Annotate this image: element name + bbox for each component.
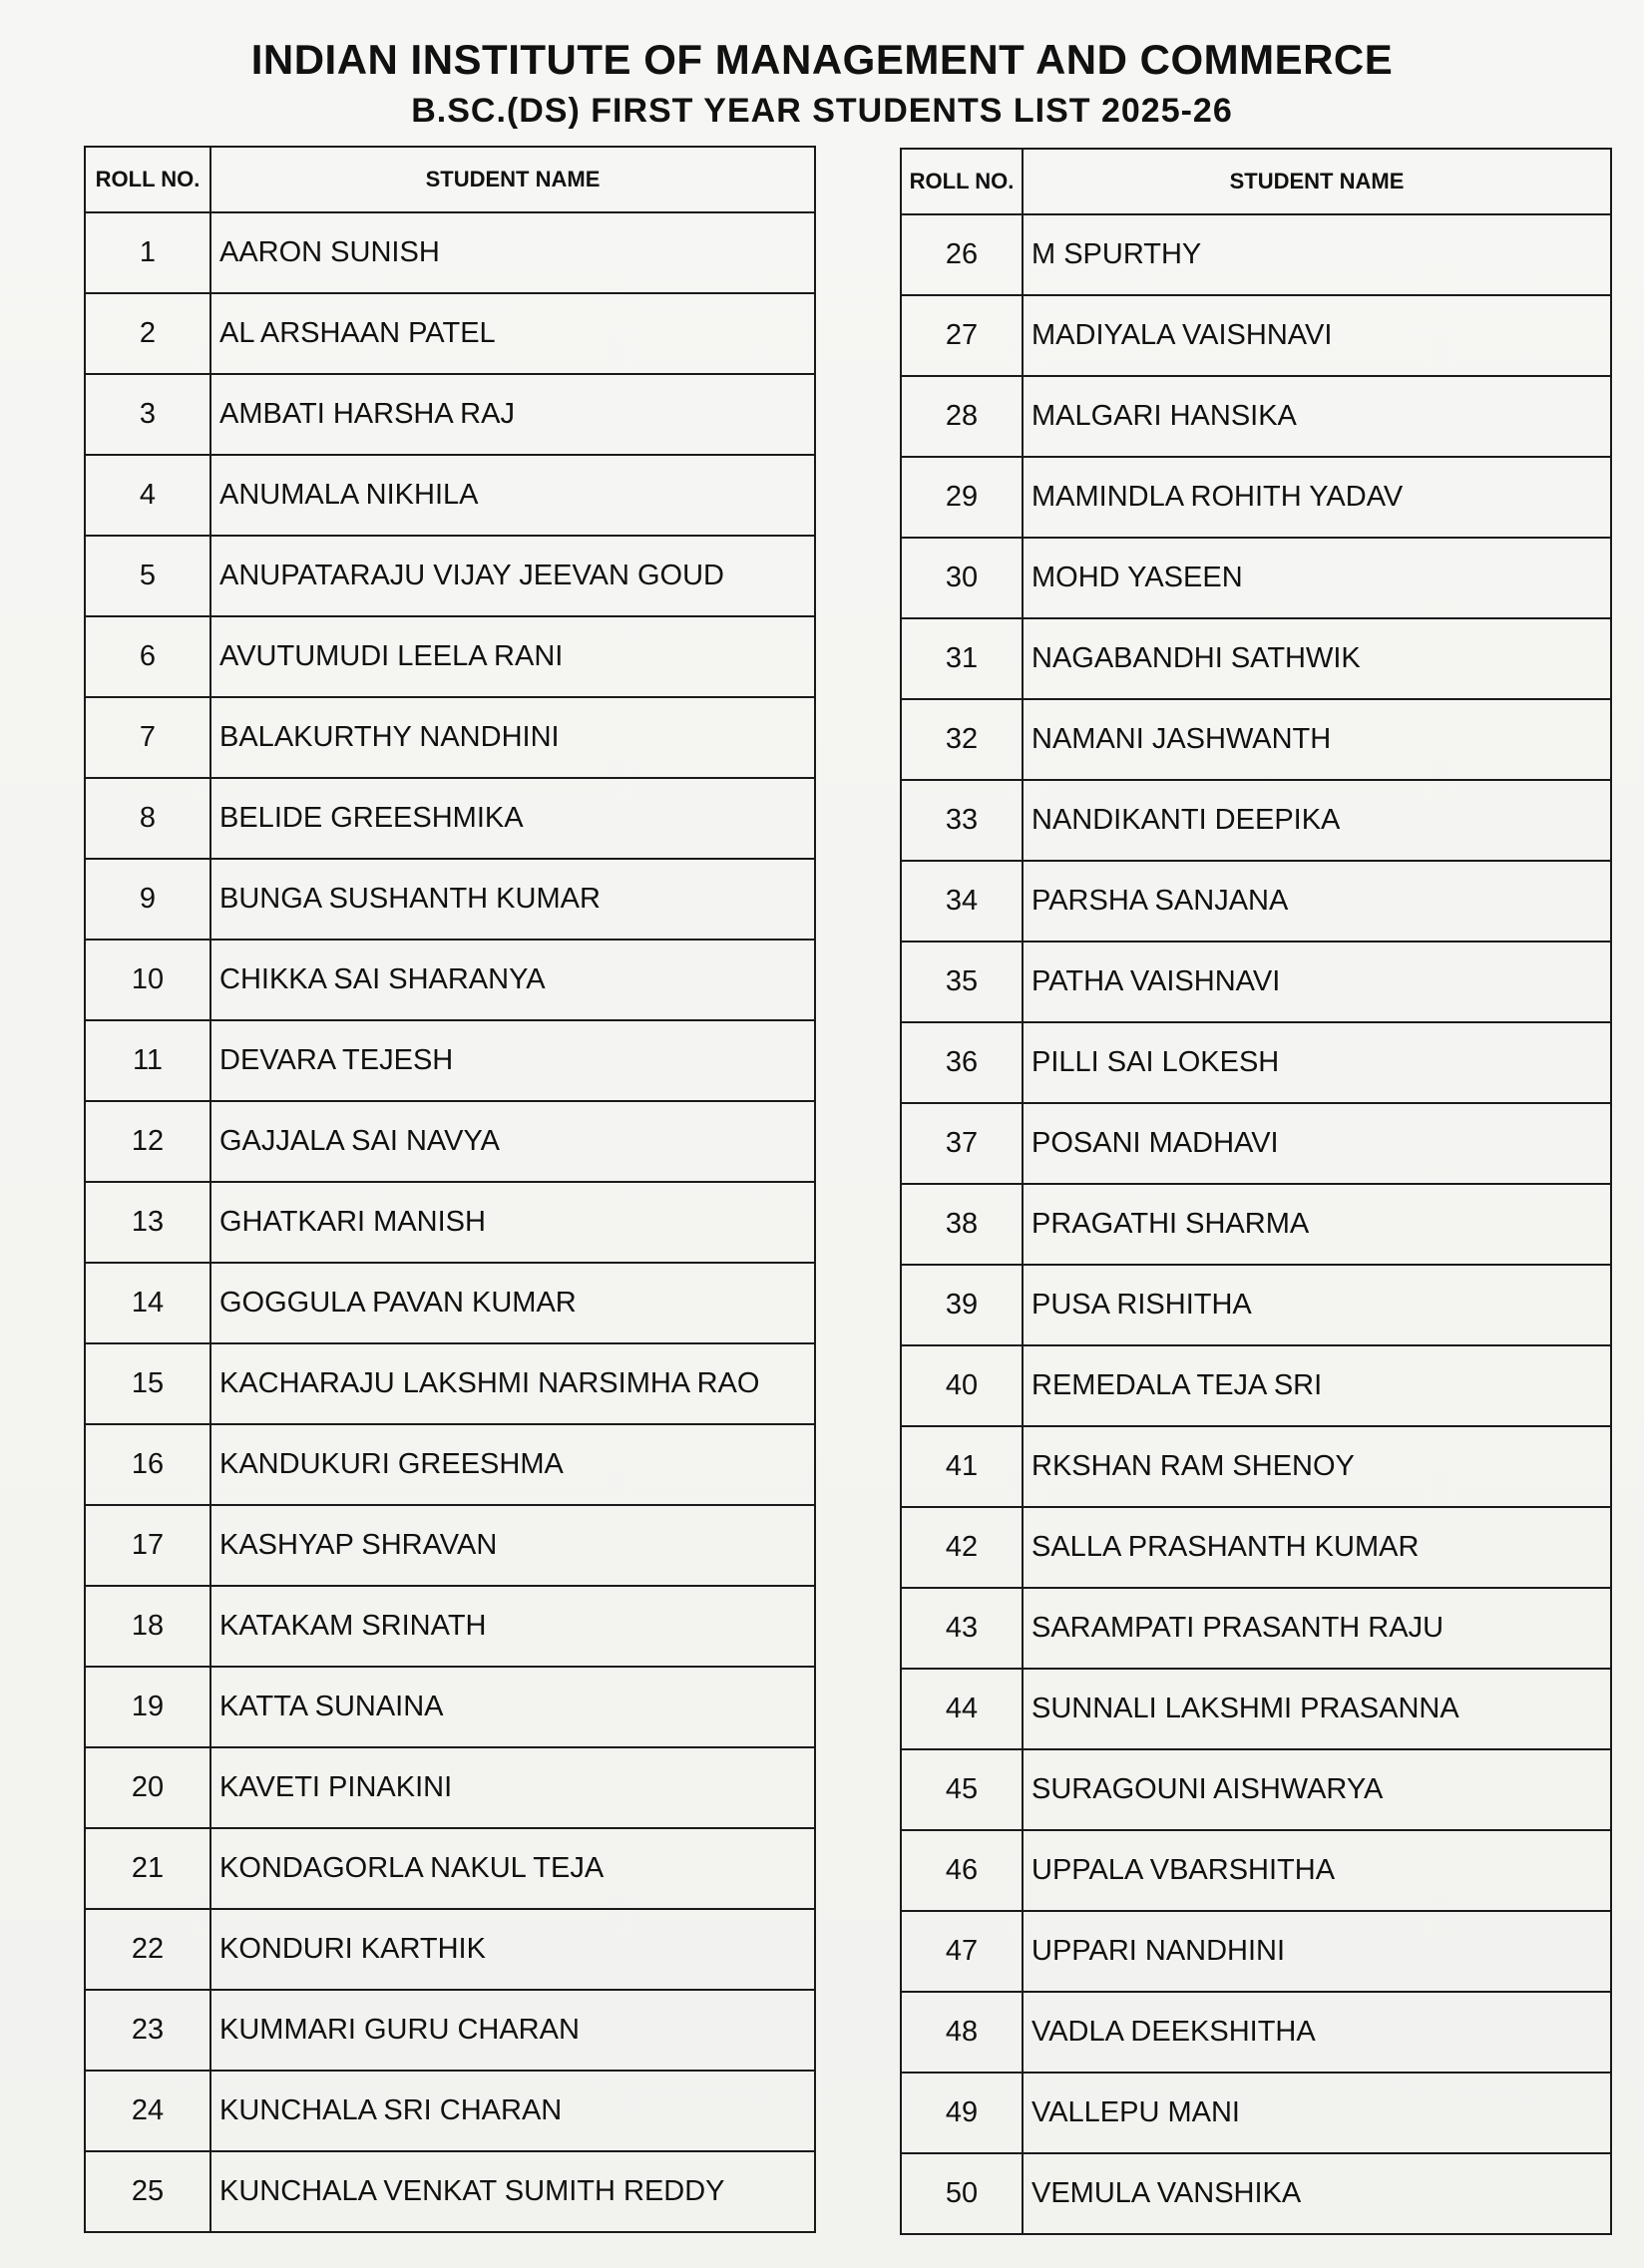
roll-number-cell: 33: [901, 780, 1023, 861]
roll-number-cell: 6: [85, 616, 210, 697]
student-name-cell: DEVARA TEJESH: [210, 1020, 815, 1101]
table-row: [85, 2151, 815, 2232]
table-row: [901, 1103, 1611, 1184]
student-name-cell: VADLA DEEKSHITHA: [1023, 1992, 1611, 2073]
roll-number-cell: 38: [901, 1184, 1023, 1265]
table-row: [85, 536, 815, 616]
roll-number-cell: 11: [85, 1020, 210, 1101]
table-row: [85, 1909, 815, 1990]
student-name-cell: BUNGA SUSHANTH KUMAR: [210, 859, 815, 940]
roll-number-cell: 41: [901, 1426, 1023, 1507]
roll-number-cell: 47: [901, 1911, 1023, 1992]
roll-number-cell: 16: [85, 1424, 210, 1505]
student-name-cell: NANDIKANTI DEEPIKA: [1023, 780, 1611, 861]
student-name-cell: GOGGULA PAVAN KUMAR: [210, 1263, 815, 1343]
student-name-cell: KUNCHALA VENKAT SUMITH REDDY: [210, 2151, 815, 2232]
roll-number-cell: 28: [901, 376, 1023, 457]
roll-number-cell: 9: [85, 859, 210, 940]
table-row: [85, 1990, 815, 2071]
table-row: [85, 1182, 815, 1263]
table-row: [901, 1426, 1611, 1507]
table-row: [901, 376, 1611, 457]
roll-number-cell: 48: [901, 1992, 1023, 2073]
table-row: [85, 859, 815, 940]
roll-number-cell: 13: [85, 1182, 210, 1263]
student-name-cell: PUSA RISHITHA: [1023, 1265, 1611, 1345]
roll-no-header: ROLL NO.: [901, 149, 1023, 214]
table-row: [85, 616, 815, 697]
student-name-cell: KONDAGORLA NAKUL TEJA: [210, 1828, 815, 1909]
roll-number-cell: 18: [85, 1586, 210, 1667]
student-name-cell: BELIDE GREESHMIKA: [210, 778, 815, 859]
table-row: [901, 1830, 1611, 1911]
student-name-cell: BALAKURTHY NANDHINI: [210, 697, 815, 778]
student-name-cell: GHATKARI MANISH: [210, 1182, 815, 1263]
roll-number-cell: 24: [85, 2071, 210, 2151]
table-header-row: [85, 147, 815, 212]
roll-number-cell: 22: [85, 1909, 210, 1990]
roll-number-cell: 40: [901, 1345, 1023, 1426]
table-row: [901, 1507, 1611, 1588]
roll-number-cell: 32: [901, 699, 1023, 780]
roll-number-cell: 29: [901, 457, 1023, 538]
table-row: [901, 1588, 1611, 1669]
roll-number-cell: 31: [901, 618, 1023, 699]
roll-number-cell: 12: [85, 1101, 210, 1182]
roll-number-cell: 3: [85, 374, 210, 455]
roll-number-cell: 8: [85, 778, 210, 859]
roll-number-cell: 19: [85, 1667, 210, 1747]
student-name-cell: VEMULA VANSHIKA: [1023, 2153, 1611, 2234]
table-row: [85, 1505, 815, 1586]
roll-number-cell: 50: [901, 2153, 1023, 2234]
table-row: [901, 1345, 1611, 1426]
roll-number-cell: 35: [901, 942, 1023, 1022]
student-name-cell: AL ARSHAAN PATEL: [210, 293, 815, 374]
student-name-cell: MAMINDLA ROHITH YADAV: [1023, 457, 1611, 538]
roll-number-cell: 30: [901, 538, 1023, 618]
table-row: [901, 1992, 1611, 2073]
table-row: [85, 1747, 815, 1828]
student-name-cell: PILLI SAI LOKESH: [1023, 1022, 1611, 1103]
table-row: [901, 618, 1611, 699]
table-row: [901, 1749, 1611, 1830]
roll-number-cell: 21: [85, 1828, 210, 1909]
table-row: [85, 1020, 815, 1101]
table-row: [901, 295, 1611, 376]
page-title: INDIAN INSTITUTE OF MANAGEMENT AND COMMERCE: [250, 36, 1394, 83]
student-name-cell: SURAGOUNI AISHWARYA: [1023, 1749, 1611, 1830]
table-row: [901, 2073, 1611, 2153]
roll-number-cell: 1: [85, 212, 210, 293]
student-name-cell: NAMANI JASHWANTH: [1023, 699, 1611, 780]
roll-number-cell: 39: [901, 1265, 1023, 1345]
student-table-right: [900, 148, 1612, 2235]
roll-number-cell: 7: [85, 697, 210, 778]
student-name-cell: GAJJALA SAI NAVYA: [210, 1101, 815, 1182]
table-row: [85, 1586, 815, 1667]
roll-number-cell: 26: [901, 214, 1023, 295]
table-row: [85, 1101, 815, 1182]
roll-number-cell: 46: [901, 1830, 1023, 1911]
student-name-cell: KASHYAP SHRAVAN: [210, 1505, 815, 1586]
table-row: [85, 2071, 815, 2151]
table-row: [85, 455, 815, 536]
roll-number-cell: 20: [85, 1747, 210, 1828]
student-name-cell: MADIYALA VAISHNAVI: [1023, 295, 1611, 376]
table-row: [85, 374, 815, 455]
roll-number-cell: 27: [901, 295, 1023, 376]
student-name-cell: PARSHA SANJANA: [1023, 861, 1611, 942]
table-row: [85, 1424, 815, 1505]
student-name-cell: PRAGATHI SHARMA: [1023, 1184, 1611, 1265]
student-name-cell: UPPALA VBARSHITHA: [1023, 1830, 1611, 1911]
student-name-cell: POSANI MADHAVI: [1023, 1103, 1611, 1184]
student-name-cell: AVUTUMUDI LEELA RANI: [210, 616, 815, 697]
student-name-cell: SARAMPATI PRASANTH RAJU: [1023, 1588, 1611, 1669]
table-row: [901, 1911, 1611, 1992]
student-name-cell: ANUPATARAJU VIJAY JEEVAN GOUD: [210, 536, 815, 616]
table-row: [85, 1828, 815, 1909]
table-row: [901, 1022, 1611, 1103]
table-row: [901, 861, 1611, 942]
table-header-row: [901, 149, 1611, 214]
table-row: [901, 538, 1611, 618]
table-row: [85, 940, 815, 1020]
roll-number-cell: 4: [85, 455, 210, 536]
student-name-cell: M SPURTHY: [1023, 214, 1611, 295]
student-name-cell: KATTA SUNAINA: [210, 1667, 815, 1747]
roll-number-cell: 2: [85, 293, 210, 374]
table-row: [901, 1265, 1611, 1345]
roll-number-cell: 23: [85, 1990, 210, 2071]
roll-no-header: ROLL NO.: [85, 147, 210, 212]
roll-number-cell: 43: [901, 1588, 1023, 1669]
student-name-cell: UPPARI NANDHINI: [1023, 1911, 1611, 1992]
student-name-cell: KACHARAJU LAKSHMI NARSIMHA RAO: [210, 1343, 815, 1424]
table-row: [901, 1669, 1611, 1749]
table-row: [85, 212, 815, 293]
student-name-cell: KATAKAM SRINATH: [210, 1586, 815, 1667]
student-name-cell: NAGABANDHI SATHWIK: [1023, 618, 1611, 699]
student-table-left: [84, 146, 816, 2233]
table-row: [85, 697, 815, 778]
student-name-cell: PATHA VAISHNAVI: [1023, 942, 1611, 1022]
table-row: [901, 457, 1611, 538]
table-row: [901, 699, 1611, 780]
table-row: [901, 2153, 1611, 2234]
roll-number-cell: 25: [85, 2151, 210, 2232]
roll-number-cell: 14: [85, 1263, 210, 1343]
roll-number-cell: 10: [85, 940, 210, 1020]
roll-number-cell: 17: [85, 1505, 210, 1586]
table-row: [85, 1343, 815, 1424]
roll-number-cell: 49: [901, 2073, 1023, 2153]
table-row: [901, 1184, 1611, 1265]
table-row: [901, 780, 1611, 861]
student-name-header: STUDENT NAME: [210, 147, 815, 212]
student-name-cell: MALGARI HANSIKA: [1023, 376, 1611, 457]
table-row: [85, 1263, 815, 1343]
roll-number-cell: 42: [901, 1507, 1023, 1588]
student-name-cell: AARON SUNISH: [210, 212, 815, 293]
student-name-cell: ANUMALA NIKHILA: [210, 455, 815, 536]
page-subtitle: B.SC.(DS) FIRST YEAR STUDENTS LIST 2025-26: [411, 92, 1233, 130]
roll-number-cell: 37: [901, 1103, 1023, 1184]
roll-number-cell: 45: [901, 1749, 1023, 1830]
roll-number-cell: 36: [901, 1022, 1023, 1103]
student-name-cell: SUNNALI LAKSHMI PRASANNA: [1023, 1669, 1611, 1749]
student-name-cell: REMEDALA TEJA SRI: [1023, 1345, 1611, 1426]
student-name-cell: KONDURI KARTHIK: [210, 1909, 815, 1990]
table-row: [901, 214, 1611, 295]
roll-number-cell: 5: [85, 536, 210, 616]
student-name-cell: KUNCHALA SRI CHARAN: [210, 2071, 815, 2151]
table-row: [901, 942, 1611, 1022]
table-row: [85, 1667, 815, 1747]
student-name-cell: SALLA PRASHANTH KUMAR: [1023, 1507, 1611, 1588]
table-row: [85, 293, 815, 374]
student-name-cell: MOHD YASEEN: [1023, 538, 1611, 618]
roll-number-cell: 44: [901, 1669, 1023, 1749]
student-name-cell: VALLEPU MANI: [1023, 2073, 1611, 2153]
roll-number-cell: 15: [85, 1343, 210, 1424]
student-name-cell: AMBATI HARSHA RAJ: [210, 374, 815, 455]
student-name-cell: RKSHAN RAM SHENOY: [1023, 1426, 1611, 1507]
student-name-cell: CHIKKA SAI SHARANYA: [210, 940, 815, 1020]
table-row: [85, 778, 815, 859]
student-name-cell: KUMMARI GURU CHARAN: [210, 1990, 815, 2071]
student-name-cell: KAVETI PINAKINI: [210, 1747, 815, 1828]
student-name-header: STUDENT NAME: [1023, 149, 1611, 214]
roll-number-cell: 34: [901, 861, 1023, 942]
student-name-cell: KANDUKURI GREESHMA: [210, 1424, 815, 1505]
